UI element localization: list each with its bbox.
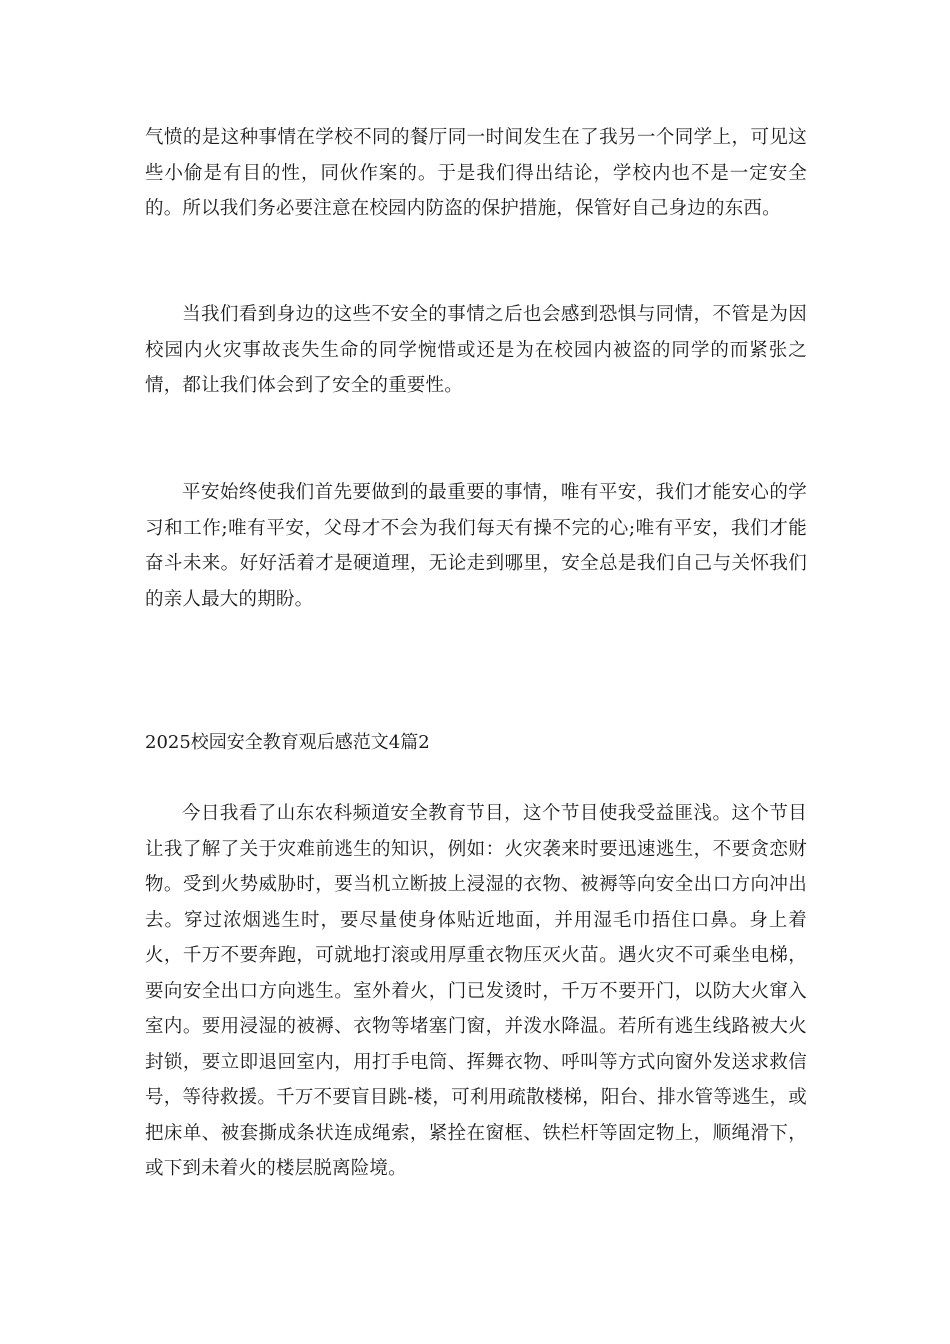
paragraph-fire-escape: 今日我看了山东农科频道安全教育节目，这个节目使我受益匪浅。这个节目让我了解了关于灾难前逃生的知识，例如：火灾袭来时要迅速逃生，不要贪恋财物。受到火势威胁时，要当机立断披上浸湿的衣物、被褥等向安全出口方向冲出去。穿过浓烟逃生时，要尽量使身体贴近地面，并用湿毛巾捂住口鼻。身上着火，千万不要奔跑，可就地打滚或用厚重衣物压灭火苗。遇火灾不可乘坐电梯，要向安全出口方向逃生。室外着火，门已发烫时，千万不要开门，以防大火窜入室内。要用浸湿的被褥、衣物等堵塞门窗，并泼水降温。若所有逃生线路被大火封锁，要立即退回室内，用打手电筒、挥舞衣物、呼叫等方式向窗外发送求救信号，等待救援。千万不要盲目跳-楼，可利用疏散楼梯，阳台、排水管等逃生，或把床单、被套撕成条状连成绳索，紧拴在窗框、铁栏杆等固定物上，顺绳滑下，或下到未着火的楼层脱离险境。 <box>145 803 807 1179</box>
paragraph-fear-sympathy: 当我们看到身边的这些不安全的事情之后也会感到恐惧与同情，不管是为因校园内火灾事故丧失生命的同学惋惜或还是为在校园内被盗的同学的而紧张之情，都让我们体会到了安全的重要性。 <box>145 304 807 396</box>
section-title: 2025校园安全教育观后感范文4篇2 <box>145 732 430 753</box>
paragraph-safety-importance: 平安始终使我们首先要做到的最重要的事情，唯有平安，我们才能安心的学习和工作;唯有平安，父母才不会为我们每天有操不完的心;唯有平安，我们才能奋斗未来。好好活着才是硬道理，无论走到哪里，安全总是我们自己与关怀我们的亲人最大的期盼。 <box>145 482 807 610</box>
paragraph-theft-conclusion: 气愤的是这种事情在学校不同的餐厅同一时间发生在了我另一个同学上，可见这些小偷是有目的性，同伙作案的。于是我们得出结论，学校内也不是一定安全的。所以我们务必要注意在校园内防盗的保护措施，保管好自己身边的东西。 <box>145 127 807 219</box>
